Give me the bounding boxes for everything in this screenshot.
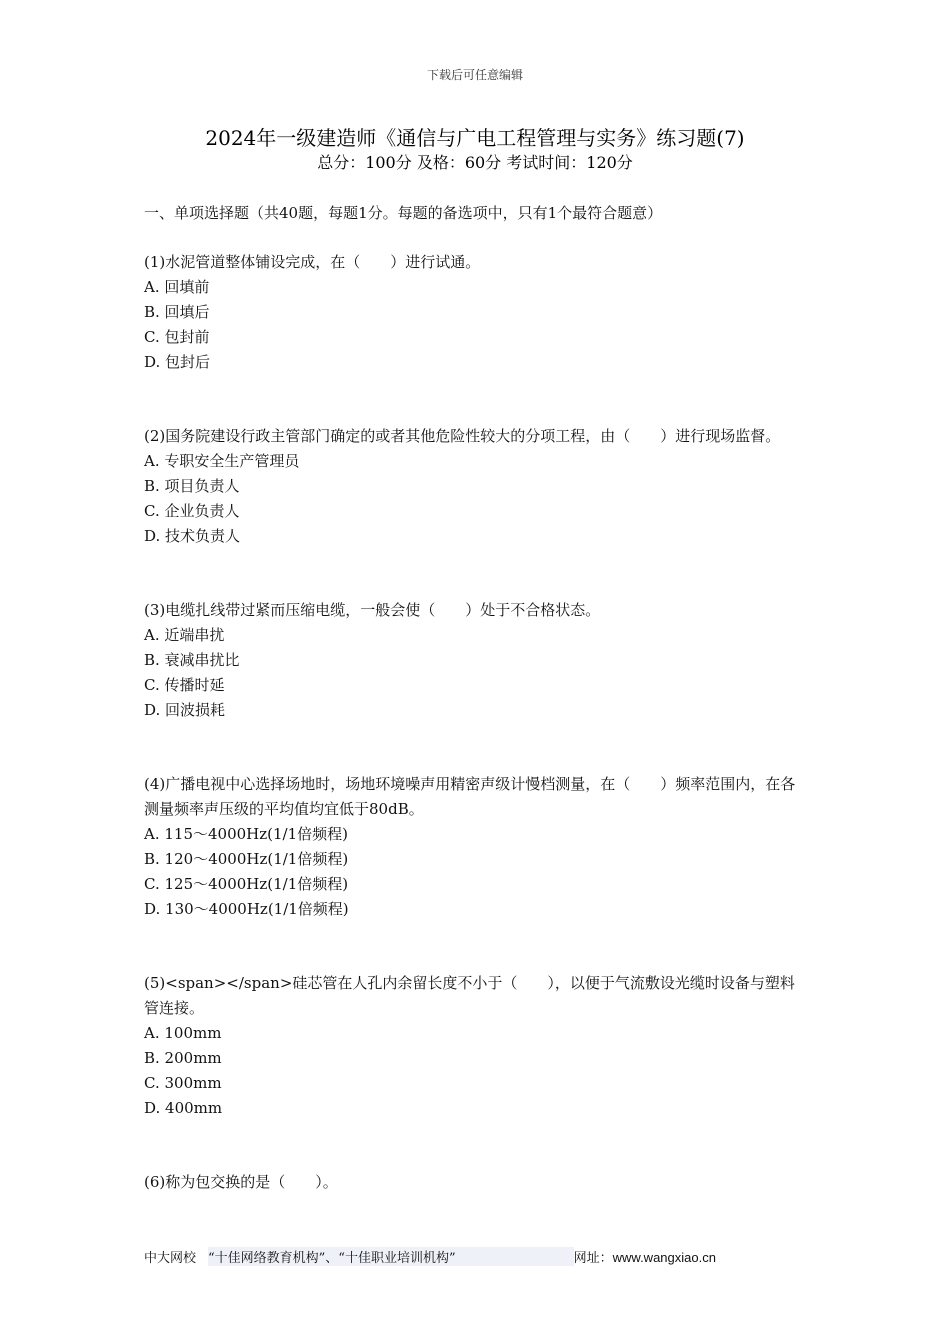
questions-container [144,250,806,1195]
answer-option: B. 衰减串扰比 [144,651,240,669]
question-item [144,1170,806,1195]
question-text: (5)<span></span>硅芯管在人孔内余留长度不小于（ ），以便于气流敷设光缆时设备与塑料管连接。 [144,974,795,1017]
answer-option: D. 400mm [144,1099,223,1117]
question-item [144,772,806,922]
question-item [144,971,806,1121]
question-list [144,201,806,1195]
footer-slogan-bar [208,1247,574,1266]
footer [144,1247,806,1266]
question-text: (2)国务院建设行政主管部门确定的或者其他危险性较大的分项工程，由（ ）进行现场监督。 [144,427,781,445]
question-item [144,424,806,549]
question-spacer [144,1121,806,1170]
question-text: (1)水泥管道整体铺设完成，在（ ）进行试通。 [144,253,481,271]
answer-option: C. 300mm [144,1074,222,1092]
answer-option: C. 125～4000Hz(1/1倍频程) [144,875,349,893]
answer-option: A. 专职安全生产管理员 [144,452,300,470]
footer-org: 中大网校 [144,1251,197,1266]
answer-option: A. 100mm [144,1024,222,1042]
answer-option: C. 传播时延 [144,676,225,694]
answer-option: B. 回填后 [144,303,210,321]
answer-option: D. 技术负责人 [144,527,241,545]
answer-option: A. 近端串扰 [144,626,225,644]
question-item [144,598,806,723]
answer-option: D. 回波损耗 [144,701,226,719]
answer-option: A. 回填前 [144,278,210,296]
question-text: (4)广播电视中心选择场地时，场地环境噪声用精密声级计慢档测量，在（ ）频率范围内，在各测量频率声压级的平均值均宜低于80dB。 [144,775,796,818]
answer-option: A. 115～4000Hz(1/1倍频程) [144,825,349,843]
header-note: 下载后可任意编辑 [426,68,523,82]
footer-site-url[interactable]: www.wangxiao.cn [612,1250,716,1265]
question-spacer [144,549,806,598]
answer-option: C. 企业负责人 [144,502,240,520]
question-spacer [144,375,806,424]
question-spacer [144,922,806,971]
question-text: (3)电缆扎线带过紧而压缩电缆，一般会使（ ）处于不合格状态。 [144,601,601,619]
answer-option: D. 130～4000Hz(1/1倍频程) [144,900,349,918]
answer-option: B. 120～4000Hz(1/1倍频程) [144,850,349,868]
page-title: 2024年一级建造师《通信与广电工程管理与实务》练习题(7) [205,126,745,150]
question-spacer [144,723,806,772]
question-item [144,250,806,375]
exam-info: 总分：100分 及格：60分 考试时间：120分 [317,153,633,172]
section-heading: 一、单项选择题（共40题，每题1分。每题的备选项中，只有1个最符合题意） [144,204,663,222]
footer-site-label: 网址： [573,1251,613,1266]
answer-option: D. 包封后 [144,353,211,371]
answer-option: B. 项目负责人 [144,477,240,495]
answer-option: C. 包封前 [144,328,210,346]
footer-slogan: “十佳网络教育机构”、“十佳职业培训机构” [208,1251,456,1266]
question-text: (6)称为包交换的是（ ）。 [144,1173,338,1191]
answer-option: B. 200mm [144,1049,222,1067]
